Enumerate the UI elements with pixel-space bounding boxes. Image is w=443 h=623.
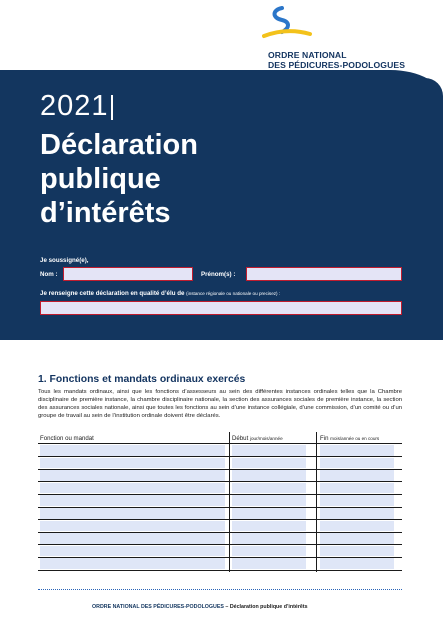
column-header-end — [320, 435, 379, 442]
table-cell-function[interactable] — [40, 495, 225, 506]
table-cell-start[interactable] — [232, 521, 306, 532]
footer-document-name: Déclaration publique d’intérêts — [229, 604, 308, 610]
organization-name-line1: ORDRE NATIONAL — [268, 50, 347, 60]
table-cell-end[interactable] — [320, 521, 394, 532]
table-cell-function[interactable] — [40, 483, 225, 494]
table-cell-start[interactable] — [232, 470, 306, 481]
table-cell-start[interactable] — [232, 558, 306, 569]
column-header-function: Fonction ou mandat — [40, 435, 94, 442]
table-cell-end[interactable] — [320, 445, 394, 456]
table-cell-function[interactable] — [40, 508, 225, 519]
table-cell-function[interactable] — [40, 533, 225, 544]
table-cell-start[interactable] — [232, 533, 306, 544]
ordre-logo-icon — [262, 6, 312, 40]
table-cell-function[interactable] — [40, 558, 225, 569]
page-title — [40, 128, 198, 230]
footer-organization: ORDRE NATIONAL DES PÉDICURES-PODOLOGUES — [92, 604, 224, 610]
table-cell-end[interactable] — [320, 458, 394, 469]
table-cell-end[interactable] — [320, 558, 394, 569]
table-cell-end[interactable] — [320, 546, 394, 557]
capacity-field[interactable] — [40, 301, 402, 315]
table-cell-function[interactable] — [40, 521, 225, 532]
firstname-field[interactable] — [246, 267, 402, 281]
table-cell-end[interactable] — [320, 470, 394, 481]
table-row — [38, 570, 402, 571]
column-header-start-label: Début — [232, 435, 249, 442]
table-cell-function[interactable] — [40, 546, 225, 557]
table-cell-end[interactable] — [320, 483, 394, 494]
declaration-year: 2021 — [40, 90, 109, 122]
column-header-end-label: Fin — [320, 435, 329, 442]
table-cell-function[interactable] — [40, 458, 225, 469]
section-1-title: 1. Fonctions et mandats ordinaux exercés — [38, 374, 246, 385]
column-header-end-note: mois/année ou en cours — [330, 436, 380, 441]
capacity-label-text: Je renseigne cette déclaration en qualité d’élu de — [40, 290, 185, 297]
firstname-label: Prénom(s) : — [201, 271, 236, 278]
table-cell-start[interactable] — [232, 458, 306, 469]
footer-separator: – — [223, 604, 230, 610]
section-1-description: Tous les mandats ordinaux, ainsi que les fonctions d’assesseurs au sein des différentes instances ordinales telles que la Chambre disciplinaire de première instance, la chambre disciplinaire nationale, la section des assurances sociales de première instance, la section des assurances sociales nationale, ainsi que toutes les fonctions au sein d’une instance collégiale, d’une commission, d’un comité ou d’un groupe de travail au sein de l’institution ordinale doivent être déclarés. — [38, 389, 402, 420]
name-label: Nom : — [40, 271, 58, 278]
column-separator — [316, 432, 317, 572]
title-line-1: Déclaration — [40, 129, 198, 161]
undersigned-label: Je soussigné(e), — [40, 257, 89, 264]
title-line-2: publique — [40, 163, 161, 195]
table-cell-function[interactable] — [40, 445, 225, 456]
table-cell-start[interactable] — [232, 546, 306, 557]
table-header-line — [38, 443, 402, 444]
table-cell-start[interactable] — [232, 495, 306, 506]
capacity-label — [40, 290, 280, 297]
column-separator — [229, 432, 230, 572]
table-cell-function[interactable] — [40, 470, 225, 481]
capacity-label-note: (instance régionale ou nationale ou precisez) : — [186, 291, 281, 296]
year-divider — [111, 95, 113, 120]
table-cell-start[interactable] — [232, 483, 306, 494]
page-footer — [92, 604, 308, 610]
footer-divider — [38, 589, 402, 590]
title-line-3: d’intérêts — [40, 197, 171, 229]
column-header-start — [232, 435, 283, 442]
organization-name — [268, 50, 440, 70]
table-cell-end[interactable] — [320, 533, 394, 544]
table-cell-start[interactable] — [232, 508, 306, 519]
table-cell-end[interactable] — [320, 495, 394, 506]
column-header-start-note: jour/mois/année — [249, 436, 283, 441]
name-field[interactable] — [63, 267, 193, 281]
organization-name-line2: DES PÉDICURES-PODOLOGUES — [268, 60, 406, 70]
table-cell-end[interactable] — [320, 508, 394, 519]
table-cell-start[interactable] — [232, 445, 306, 456]
